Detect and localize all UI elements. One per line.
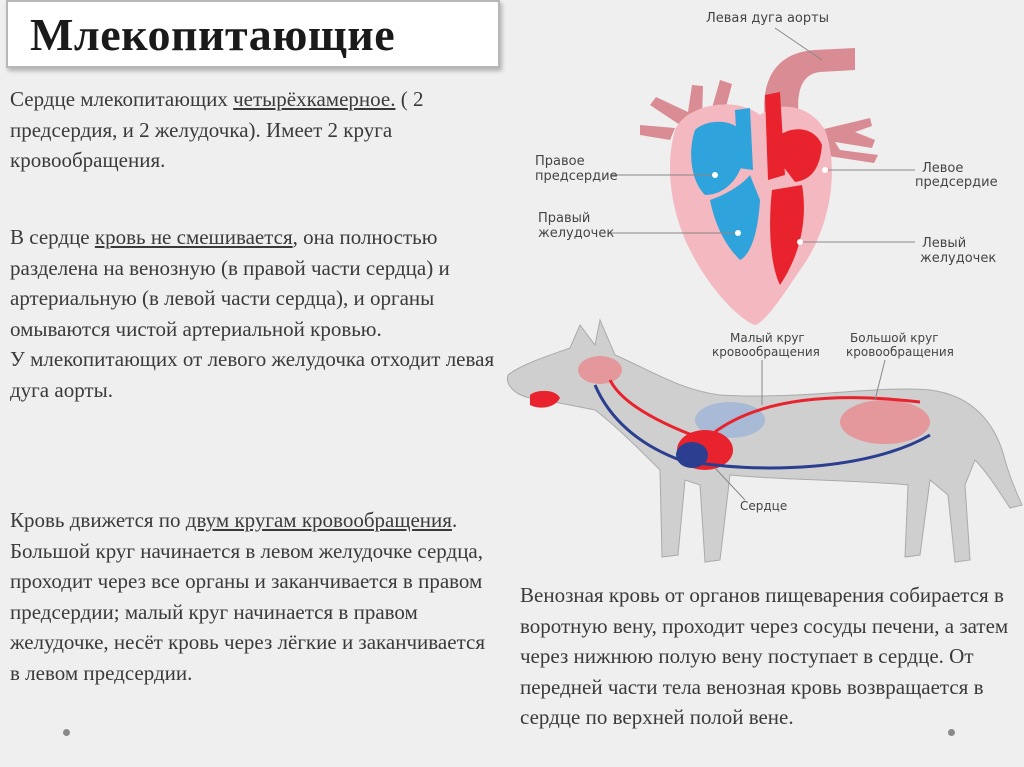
paragraph1-underlined: четырёхкамерное. bbox=[233, 87, 396, 111]
head-capillaries bbox=[578, 356, 622, 384]
paragraph-heart-structure bbox=[10, 84, 500, 176]
organ-capillaries bbox=[840, 400, 930, 444]
title-box bbox=[6, 0, 500, 68]
paragraph1-text1: Сердце млекопитающих bbox=[10, 87, 234, 111]
paragraph-venous-blood: Венозная кровь от органов пищеварения собирается в воротную вену, проходит через сосуды печени, а затем через нижнюю полую вену поступает в сердце. От передней части тела венозная кровь возвращается в сердце по верхней полой вене. bbox=[520, 583, 1009, 729]
paragraph1-text2: ( 2 предсердия, и 2 желудочка). Имеет 2 круга кровообращения. bbox=[10, 87, 424, 172]
label-left-aortic-arch: Левая дуга аорты bbox=[706, 11, 829, 26]
paragraph2-text2: , она полностью разделена на венозную (в правой части сердца) и артериальную (в левой части сердца), и органы омываются чистой артериальной кровью. bbox=[10, 225, 450, 341]
paragraph3-text2: . Большой круг начинается в левом желудочке сердца, проходит через все органы и заканчивается в правом предсердии; малый круг начинается в правом желудочке, несёт кровь через лёгкие и заканчивается в левом предсердии. bbox=[10, 508, 485, 685]
label-right-ventricle-2: желудочек bbox=[538, 226, 615, 241]
pulmonary-trunk bbox=[735, 108, 753, 170]
dog-diagram bbox=[500, 310, 1024, 580]
paragraph-blood-separation bbox=[10, 222, 500, 405]
label-big-circle-2: кровообращения bbox=[846, 345, 954, 359]
paragraph2-underlined: кровь не смешивается bbox=[94, 225, 293, 249]
slide-dot-right bbox=[948, 729, 955, 736]
paragraph3-text1: Кровь движется по bbox=[10, 508, 186, 532]
paragraph2-line2: У млекопитающих от левого желудочка отходит левая дуга аорты. bbox=[10, 347, 495, 402]
slide-dot-left bbox=[63, 729, 70, 736]
label-big-circle-1: Большой круг bbox=[850, 331, 939, 345]
label-right-atrium-1: Правое bbox=[535, 154, 585, 169]
right-lower-vessel bbox=[640, 125, 675, 140]
label-small-circle-1: Малый круг bbox=[730, 331, 805, 345]
label-left-ventricle-2: желудочек bbox=[920, 251, 997, 266]
page-title: Млекопитающие bbox=[30, 9, 396, 60]
label-left-atrium-2: предсердие bbox=[915, 175, 998, 190]
label-left-atrium-1: Левое bbox=[922, 161, 964, 176]
label-heart: Сердце bbox=[740, 499, 788, 513]
paragraph2-text1: В сердце bbox=[10, 225, 95, 249]
label-right-atrium-2: предсердие bbox=[535, 169, 618, 184]
label-small-circle-2: кровообращения bbox=[712, 345, 820, 359]
paragraph-circulation bbox=[10, 505, 500, 688]
paragraph3-underlined: двум кругам кровообращения bbox=[185, 508, 452, 532]
heart-diagram bbox=[510, 0, 1024, 330]
label-left-ventricle-1: Левый bbox=[922, 236, 967, 251]
label-right-ventricle-1: Правый bbox=[538, 211, 591, 226]
